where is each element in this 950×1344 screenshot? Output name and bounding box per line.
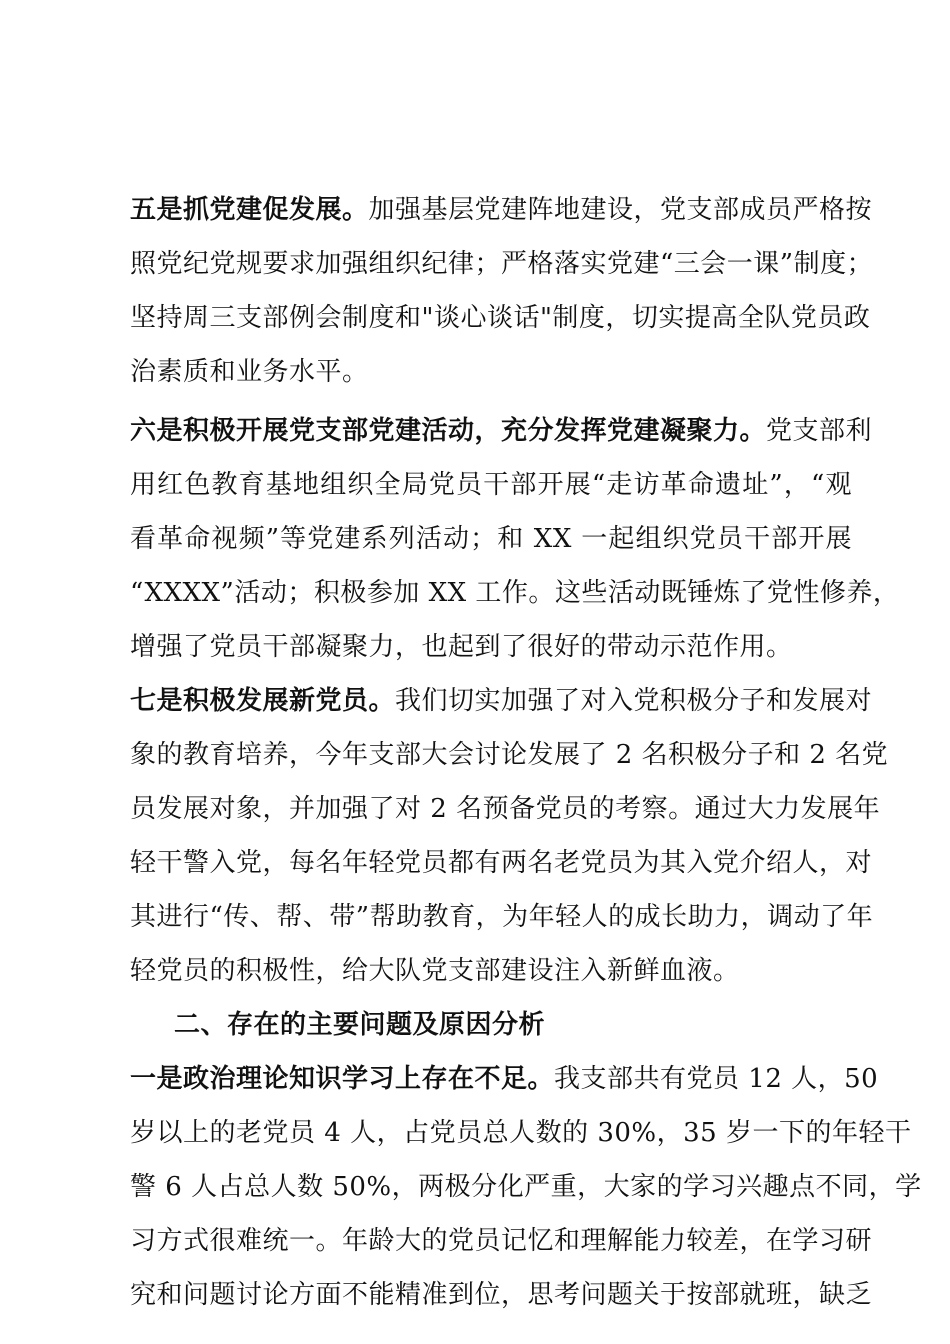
line-text: 党支部利 (766, 416, 873, 446)
line-text: 我们切实加强了对入党积极分子和发展对 (395, 686, 873, 716)
text-line: 其进行“传、帮、带”帮助教育，为年轻人的成长助力，调动了年 (130, 902, 874, 932)
text-line (130, 404, 873, 458)
text-line (130, 674, 873, 728)
paragraph-problem-one (130, 1052, 922, 1322)
text-line: 岁以上的老党员 4 人，占党员总人数的 30%，35 岁一下的年轻干 (130, 1118, 912, 1148)
paragraph-lead: 六是积极开展党支部党建活动，充分发挥党建凝聚力。 (130, 416, 767, 446)
line-text: 我支部共有党员 12 人，50 (554, 1064, 879, 1094)
text-line (130, 183, 873, 237)
text-line: 增强了党员干部凝聚力，也起到了很好的带动示范作用。 (130, 632, 793, 662)
paragraph-lead: 一是政治理论知识学习上存在不足。 (130, 1064, 555, 1094)
paragraph-lead: 五是抓党建促发展。 (130, 195, 369, 225)
text-line: 轻干警入党，每名年轻党员都有两名老党员为其入党介绍人，对 (130, 848, 873, 878)
text-line: 究和问题讨论方面不能精准到位，思考问题关于按部就班，缺乏 (130, 1280, 873, 1310)
text-line (130, 1052, 879, 1106)
text-line: 用红色教育基地组织全局党员干部开展“走访革命遗址”，“观 (130, 470, 852, 500)
text-line: 看革命视频”等党建系列活动；和 XX 一起组织党员干部开展 (130, 524, 852, 554)
section-heading: 二、存在的主要问题及原因分析 (174, 1010, 546, 1040)
text-line: 治素质和业务水平。 (130, 357, 369, 387)
text-line: 象的教育培养，今年支部大会讨论发展了 2 名积极分子和 2 名党 (130, 740, 889, 770)
paragraph-five (130, 183, 874, 399)
line-text: 加强基层党建阵地建设，党支部成员严格按 (368, 195, 873, 225)
text-line: 轻党员的积极性，给大队党支部建设注入新鲜血液。 (130, 956, 740, 986)
text-line: 习方式很难统一。年龄大的党员记忆和理解能力较差，在学习研 (130, 1226, 873, 1256)
paragraph-seven (130, 674, 889, 998)
text-line: 照党纪党规要求加强组织纪律；严格落实党建“三会一课”制度； (130, 249, 874, 279)
document-body (130, 183, 922, 1322)
text-line: “XXXX”活动；积极参加 XX 工作。这些活动既锤炼了党性修养， (130, 578, 900, 608)
section-heading-two (130, 998, 852, 1052)
text-line: 坚持周三支部例会制度和"谈心谈话"制度，切实提高全队党员政 (130, 303, 871, 333)
text-line: 警 6 人占总人数 50%，两极分化严重，大家的学习兴趣点不同，学 (130, 1172, 922, 1202)
paragraph-lead: 七是积极发展新党员。 (130, 686, 396, 716)
text-line: 员发展对象，并加强了对 2 名预备党员的考察。通过大力发展年 (130, 794, 881, 824)
paragraph-six (130, 404, 900, 674)
